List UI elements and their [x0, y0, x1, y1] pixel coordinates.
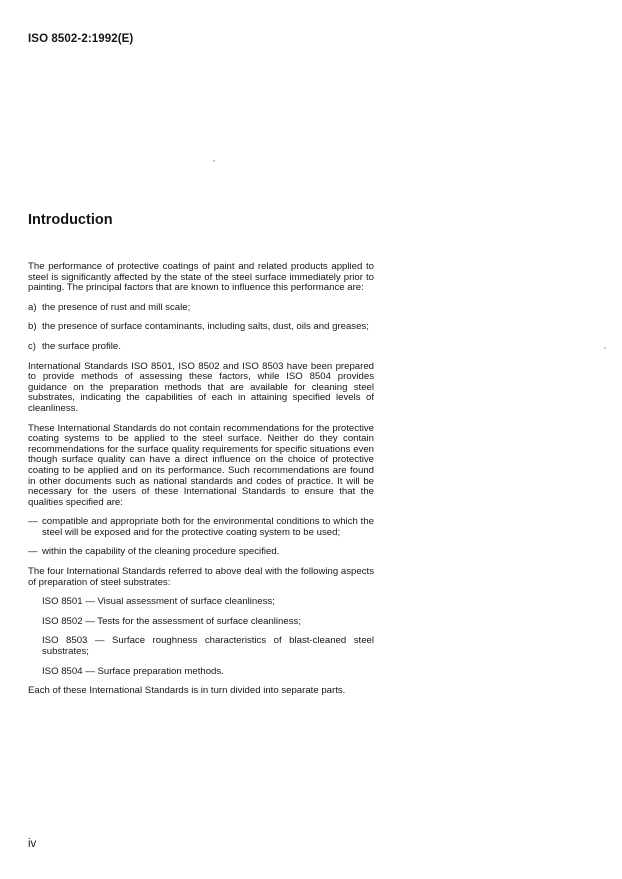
- intro-paragraph: The performance of protective coatings of paint and related products applied to steel is significantly affected by the state of the steel surface immediately prior to painting. The principal factors that are known to influence this performance are:: [28, 261, 374, 294]
- list-item-text: the presence of rust and mill scale;: [42, 301, 191, 313]
- section-title: Introduction: [28, 212, 113, 228]
- standard-entry: ISO 8503 — Surface roughness characteristics of blast-cleaned steel substrates;: [42, 635, 374, 658]
- dash-list-item: [28, 547, 374, 558]
- paragraph: The four International Standards referred to above deal with the following aspects of preparation of steel substrates:: [28, 566, 374, 588]
- closing-paragraph: Each of these International Standards is in turn divided into separate parts.: [28, 685, 346, 697]
- standard-entry: ISO 8501 — Visual assessment of surface cleanliness;: [42, 596, 275, 608]
- paragraph: These International Standards do not contain recommendations for the protective coating systems to be applied to the steel surface. Neither do they contain recommendations for the surface quality requirements for specific situations even though surface quality can have a direct influence on the choice of protective coating to be applied and on its performance. Such recommendations are found in other documents such as national standards and codes of practice. It will be necessary for the users of these International Standards to ensure that the qualities specified are:: [28, 422, 374, 508]
- paragraph: International Standards ISO 8501, ISO 8502 and ISO 8503 have been prepared to provide methods of assessing these factors, while ISO 8504 provides guidance on the preparation methods that are available for cleaning steel substrates, indicating the capabilities of each in attaining specified levels of cleanliness.: [28, 360, 374, 414]
- document-header: ISO 8502-2:1992(E): [28, 33, 134, 45]
- list-item-label: b): [28, 321, 37, 333]
- list-item-label: a): [28, 301, 37, 313]
- dash-marker: —: [28, 516, 38, 528]
- list-item: [28, 342, 374, 353]
- dash-list-text: within the capability of the cleaning procedure specified.: [42, 546, 280, 558]
- scan-speck: [213, 160, 215, 162]
- page-number: iv: [28, 838, 37, 850]
- list-item: [28, 322, 374, 333]
- list-item-text: the surface profile.: [42, 340, 121, 352]
- scan-speck: [604, 347, 606, 349]
- dash-list-item: [28, 517, 374, 538]
- list-item-text: the presence of surface contaminants, including salts, dust, oils and greases;: [42, 321, 369, 333]
- standard-entry: ISO 8504 — Surface preparation methods.: [42, 665, 224, 677]
- section-body: [28, 262, 374, 706]
- list-item-label: c): [28, 340, 36, 352]
- list-item: [28, 303, 374, 314]
- standard-entry: ISO 8502 — Tests for the assessment of surface cleanliness;: [42, 615, 301, 627]
- dash-list-text: compatible and appropriate both for the environmental conditions to which the steel will be exposed and for the protective coating system to be used;: [42, 516, 374, 538]
- dash-marker: —: [28, 546, 38, 558]
